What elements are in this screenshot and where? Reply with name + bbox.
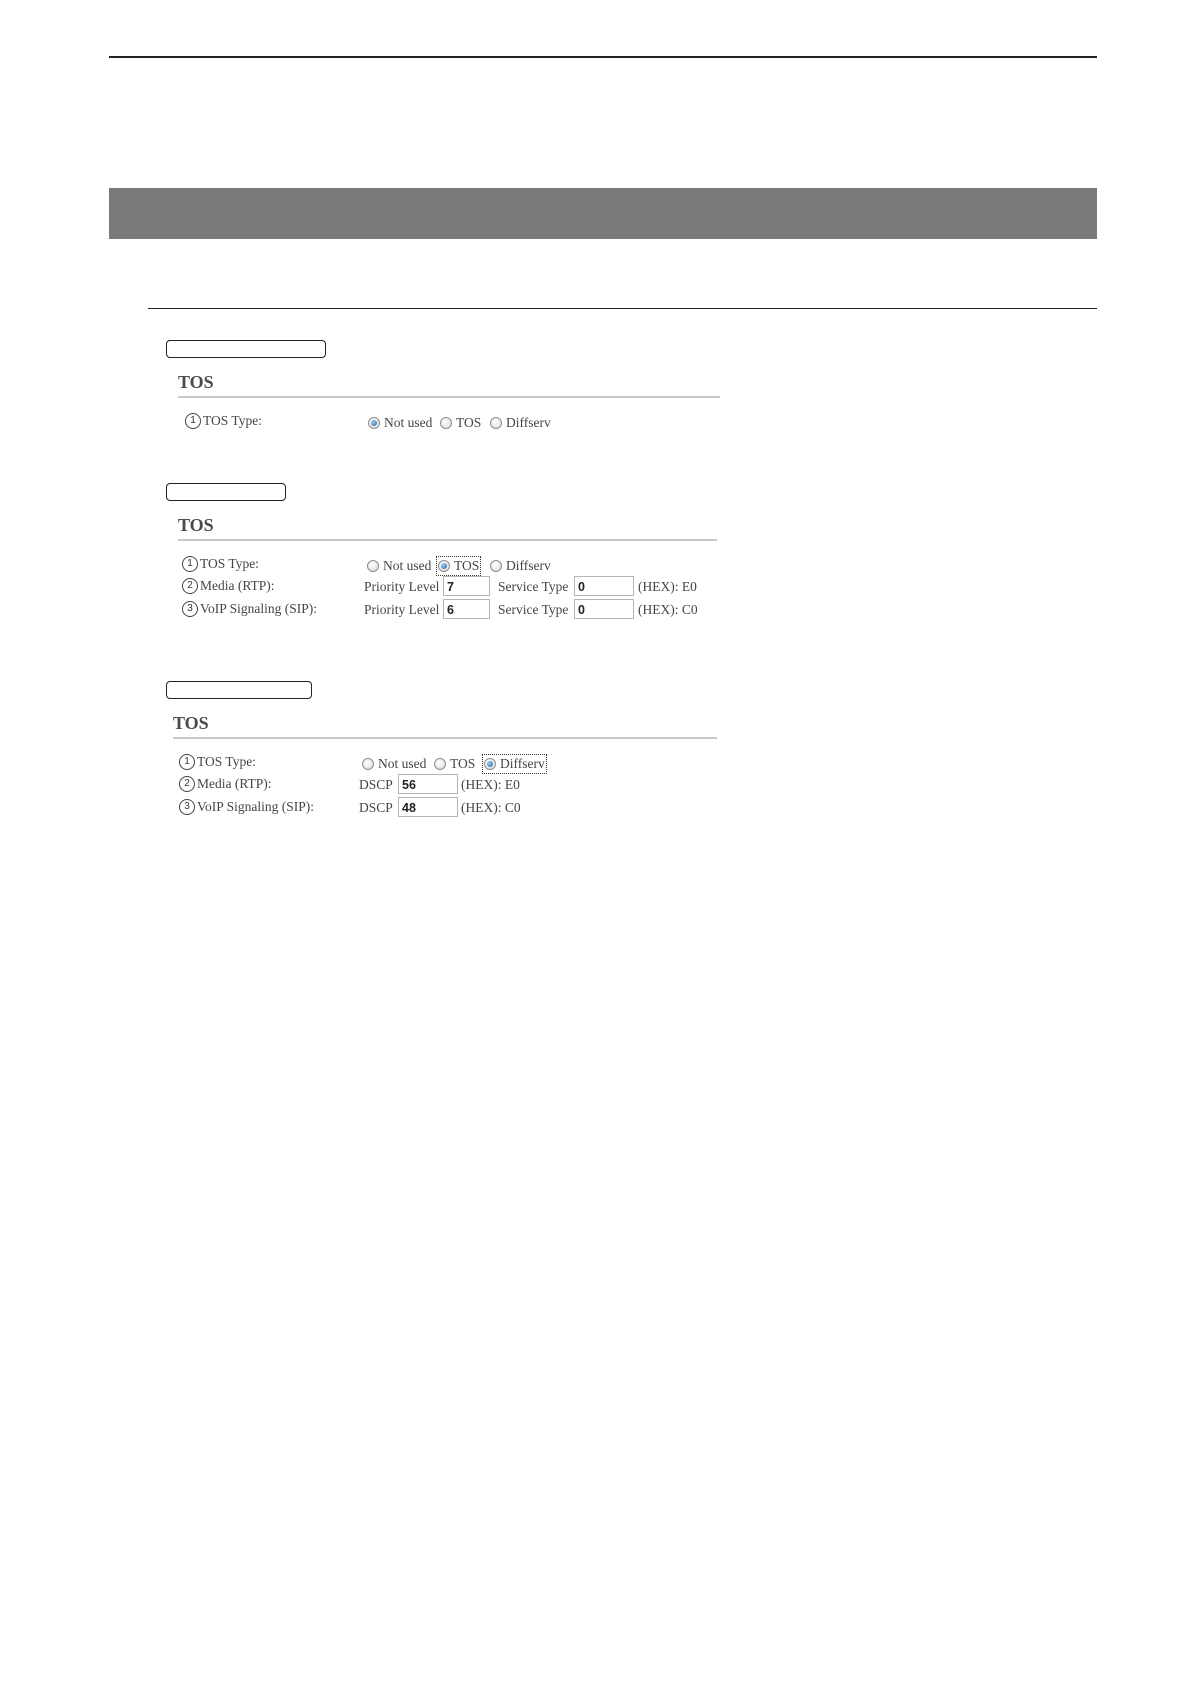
media-rtp-row bbox=[182, 577, 275, 594]
tos-type-row bbox=[179, 753, 256, 770]
media-rtp-label: Media (RTP): bbox=[200, 577, 275, 593]
signaling-dscp-input[interactable]: 48 bbox=[398, 797, 458, 817]
radio-label: TOS bbox=[450, 756, 476, 771]
number-badge: 1 bbox=[185, 413, 201, 429]
signaling-priority-input[interactable]: 6 bbox=[443, 599, 490, 619]
radio-checked-icon[interactable] bbox=[368, 417, 380, 429]
panel-divider bbox=[173, 737, 717, 739]
tos-type-row bbox=[182, 555, 259, 572]
radio-not-used[interactable] bbox=[367, 558, 431, 574]
chapter-band bbox=[109, 188, 1097, 239]
radio-label: Not used bbox=[383, 558, 432, 573]
number-badge: 1 bbox=[182, 556, 198, 572]
signaling-hex-value: (HEX): C0 bbox=[461, 800, 521, 815]
number-badge: 1 bbox=[179, 754, 195, 770]
header-rule bbox=[109, 56, 1097, 58]
dscp-label: DSCP bbox=[359, 800, 393, 815]
dscp-label: DSCP bbox=[359, 777, 393, 792]
tos-type-row bbox=[185, 412, 262, 429]
section-rule bbox=[148, 308, 1097, 309]
radio-not-used[interactable] bbox=[368, 415, 432, 431]
tos-type-label: TOS Type: bbox=[197, 753, 256, 769]
radio-not-used[interactable] bbox=[362, 756, 426, 772]
media-hex-value: (HEX): E0 bbox=[638, 579, 697, 594]
panel-title: TOS bbox=[178, 372, 214, 392]
caption-tag bbox=[166, 681, 312, 699]
radio-checked-icon[interactable] bbox=[484, 758, 496, 770]
media-rtp-label: Media (RTP): bbox=[197, 775, 272, 791]
radio-tos[interactable] bbox=[440, 415, 481, 431]
media-hex-value: (HEX): E0 bbox=[461, 777, 520, 792]
panel-title: TOS bbox=[173, 713, 209, 733]
number-badge: 3 bbox=[182, 601, 198, 617]
radio-diffserv[interactable] bbox=[484, 756, 545, 772]
panel-title: TOS bbox=[178, 515, 214, 535]
signaling-service-input[interactable]: 0 bbox=[574, 599, 634, 619]
service-type-label: Service Type bbox=[498, 602, 569, 617]
tos-type-label: TOS Type: bbox=[200, 555, 259, 571]
caption-tag bbox=[166, 483, 286, 501]
voip-signaling-label: VoIP Signaling (SIP): bbox=[200, 600, 318, 616]
radio-diffserv[interactable] bbox=[490, 558, 551, 574]
number-badge: 2 bbox=[182, 578, 198, 594]
service-type-label: Service Type bbox=[498, 579, 569, 594]
media-dscp-input[interactable]: 56 bbox=[398, 774, 458, 794]
caption-tag bbox=[166, 340, 326, 358]
radio-checked-icon[interactable] bbox=[438, 560, 450, 572]
radio-label: Not used bbox=[384, 415, 433, 430]
radio-label: Diffserv bbox=[506, 415, 551, 430]
radio-label: Diffserv bbox=[506, 558, 551, 573]
media-rtp-row bbox=[179, 775, 272, 792]
radio-label: TOS bbox=[456, 415, 482, 430]
radio-tos[interactable] bbox=[434, 756, 475, 772]
radio-icon[interactable] bbox=[362, 758, 374, 770]
tos-type-label: TOS Type: bbox=[203, 412, 262, 428]
radio-icon[interactable] bbox=[490, 417, 502, 429]
radio-icon[interactable] bbox=[490, 560, 502, 572]
voip-signaling-row bbox=[179, 798, 314, 815]
radio-label: Not used bbox=[378, 756, 427, 771]
number-badge: 2 bbox=[179, 776, 195, 792]
signaling-hex-value: (HEX): C0 bbox=[638, 602, 698, 617]
panel-divider bbox=[178, 539, 717, 541]
panel-divider bbox=[178, 396, 720, 398]
radio-diffserv[interactable] bbox=[490, 415, 551, 431]
radio-icon[interactable] bbox=[440, 417, 452, 429]
radio-icon[interactable] bbox=[434, 758, 446, 770]
radio-label: Diffserv bbox=[500, 756, 545, 771]
priority-level-label: Priority Level bbox=[364, 602, 440, 617]
radio-label: TOS bbox=[454, 558, 480, 573]
radio-icon[interactable] bbox=[367, 560, 379, 572]
radio-tos[interactable] bbox=[438, 558, 479, 574]
number-badge: 3 bbox=[179, 799, 195, 815]
voip-signaling-label: VoIP Signaling (SIP): bbox=[197, 798, 315, 814]
media-priority-input[interactable]: 7 bbox=[443, 576, 490, 596]
voip-signaling-row bbox=[182, 600, 317, 617]
priority-level-label: Priority Level bbox=[364, 579, 440, 594]
media-service-input[interactable]: 0 bbox=[574, 576, 634, 596]
